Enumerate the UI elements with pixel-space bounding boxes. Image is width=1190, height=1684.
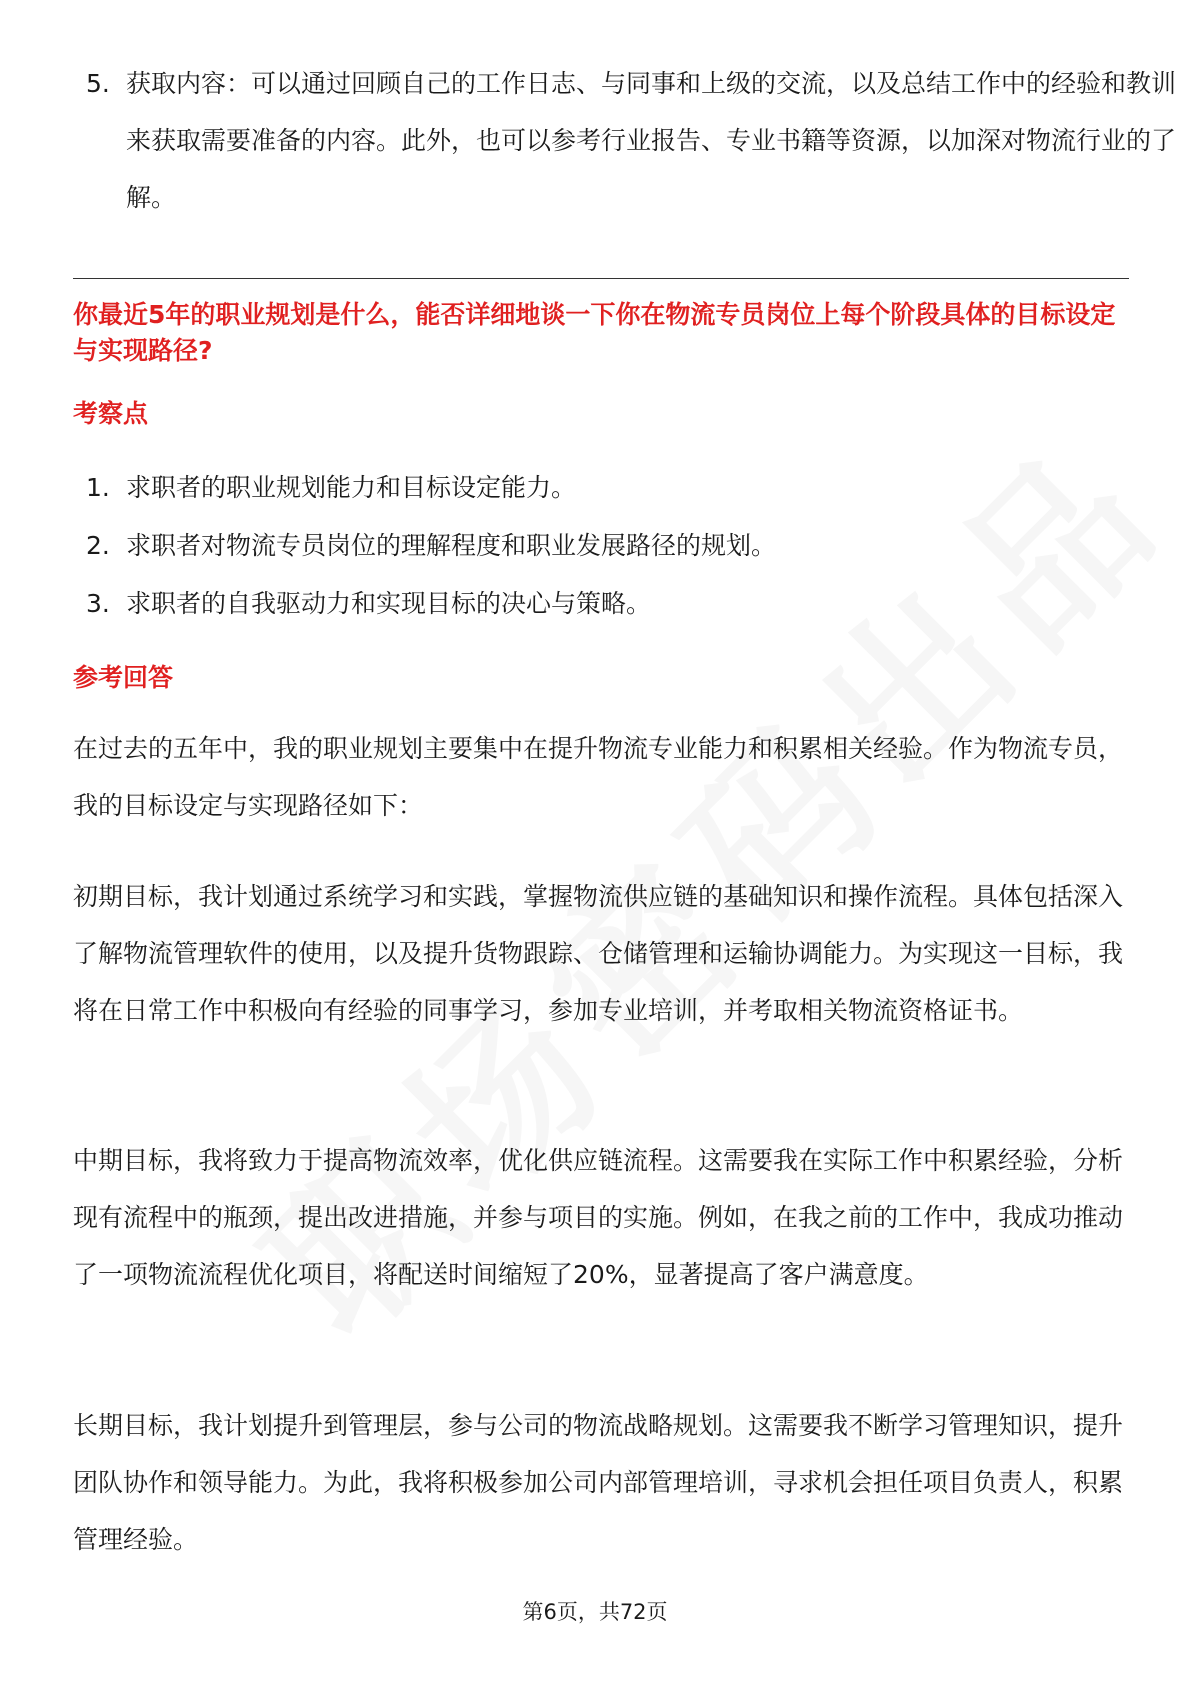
list-item	[73, 459, 1129, 517]
list-item	[73, 575, 1129, 633]
answer-paragraph-mid-term: 中期目标，我将致力于提高物流效率，优化供应链流程。这需要我在实际工作中积累经验，分析现有流程中的瓶颈，提出改进措施，并参与项目的实施。例如，在我之前的工作中，我成功推动了一项物流流程优化项目，将配送时间缩短了20%，显著提高了客户满意度。	[73, 1146, 1124, 1289]
list-item-number: 5.	[86, 69, 110, 98]
document-page	[73, 0, 1177, 1684]
answer-paragraph-intro: 在过去的五年中，我的职业规划主要集中在提升物流专业能力和积累相关经验。作为物流专员，我的目标设定与实现路径如下：	[73, 734, 1124, 820]
list-item-text: 求职者的自我驱动力和实现目标的决心与策略。	[126, 589, 652, 618]
list-item-number: 3.	[86, 589, 110, 618]
assessment-list	[73, 459, 1129, 633]
page-number: 第6页，共72页	[522, 1600, 668, 1624]
list-item-text: 获取内容：可以通过回顾自己的工作日志、与同事和上级的交流，以及总结工作中的经验和教训来获取需要准备的内容。此外，也可以参考行业报告、专业书籍等资源，以加深对物流行业的了解。	[126, 69, 1177, 212]
list-item-obtain-content	[73, 55, 1182, 226]
question-heading: 你最近5年的职业规划是什么，能否详细地谈一下你在物流专员岗位上每个阶段具体的目标设定与实现路径?	[73, 300, 1116, 365]
section-divider	[73, 278, 1129, 279]
list-item-text: 求职者对物流专员岗位的理解程度和职业发展路径的规划。	[126, 531, 777, 560]
list-item	[73, 517, 1129, 575]
answer-heading: 参考回答	[73, 663, 174, 692]
list-item-number: 1.	[86, 473, 110, 502]
assessment-heading: 考察点	[73, 399, 149, 428]
answer-paragraph-long-term: 长期目标，我计划提升到管理层，参与公司的物流战略规划。这需要我不断学习管理知识，提升团队协作和领导能力。为此，我将积极参加公司内部管理培训，寻求机会担任项目负责人，积累管理经验。	[73, 1411, 1124, 1554]
list-item-number: 2.	[86, 531, 110, 560]
list-item-text: 求职者的职业规划能力和目标设定能力。	[126, 473, 577, 502]
answer-paragraph-short-term: 初期目标，我计划通过系统学习和实践，掌握物流供应链的基础知识和操作流程。具体包括深入了解物流管理软件的使用，以及提升货物跟踪、仓储管理和运输协调能力。为实现这一目标，我将在日常工作中积极向有经验的同事学习，参加专业培训，并考取相关物流资格证书。	[73, 882, 1124, 1025]
